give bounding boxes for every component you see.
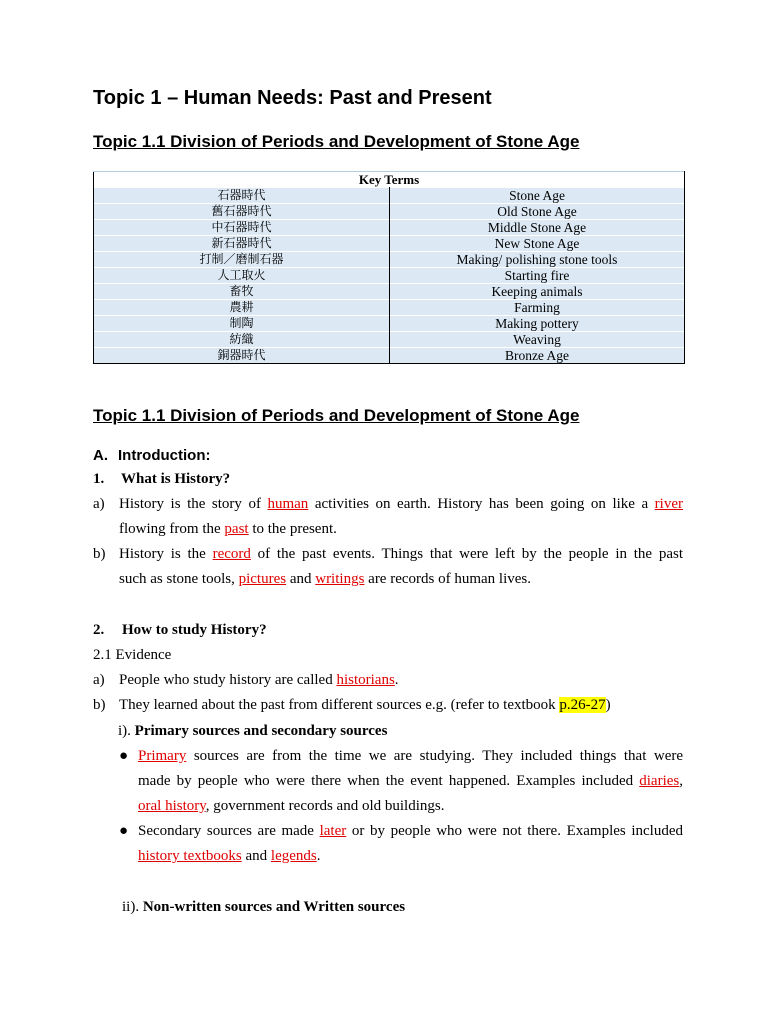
term-chinese: 農耕: [94, 300, 390, 316]
term-english: Middle Stone Age: [390, 220, 685, 236]
bullet-2-line-1: Secondary sources are made later or by people who were not there. Examples included: [138, 823, 684, 839]
bullet-1-line-3: oral history, government records and old buildings.: [138, 798, 445, 814]
table-row: [94, 316, 685, 332]
term-chinese: 打制／磨制石器: [94, 252, 390, 268]
term-chinese: 人工取火: [94, 268, 390, 284]
term-chinese: 制陶: [94, 316, 390, 332]
q2-title: How to study History?: [122, 622, 267, 638]
table-row: [94, 332, 685, 348]
key-terms-table: [93, 171, 685, 364]
section-a-label: A.: [93, 447, 108, 464]
subsection-i: [118, 719, 387, 744]
subsection-ii: [122, 895, 405, 920]
term-english: New Stone Age: [390, 236, 685, 252]
page-title: Topic 1 – Human Needs: Past and Present: [93, 87, 492, 109]
subsection-ii-label: ii).: [122, 899, 140, 915]
q1b-line-1: History is the record of the past events. Things that were left by the people in the past: [119, 546, 683, 562]
q2b-text: They learned about the past from different sources e.g. (refer to textbook p.26-27): [119, 697, 611, 713]
keyword-historians: historians: [336, 672, 395, 688]
table-row: [94, 300, 685, 316]
table-row: [94, 268, 685, 284]
term-english: Keeping animals: [390, 284, 685, 300]
section-a-heading: [93, 447, 210, 464]
evidence-heading: 2.1 Evidence: [93, 647, 172, 663]
q1b-line-2: such as stone tools, pictures and writings are records of human lives.: [119, 571, 532, 587]
table-row: [94, 220, 685, 236]
term-english: Old Stone Age: [390, 204, 685, 220]
q2a-label: a): [93, 672, 105, 688]
term-english: Bronze Age: [390, 348, 685, 364]
q2-number: 2.: [93, 622, 105, 638]
q1a-label: a): [93, 496, 105, 512]
term-chinese: 紡織: [94, 332, 390, 348]
keyword-record: record: [212, 546, 251, 562]
q1-number: 1.: [93, 471, 105, 487]
keyword-pictures: pictures: [238, 571, 287, 587]
term-english: Making pottery: [390, 316, 685, 332]
subsection-i-label: i).: [118, 723, 131, 739]
keyword-diaries: diaries: [639, 773, 680, 789]
term-chinese: 石器時代: [94, 188, 390, 204]
q2b-label: b): [93, 697, 106, 713]
term-english: Weaving: [390, 332, 685, 348]
bullet-icon: ●: [119, 748, 129, 764]
term-chinese: 銅器時代: [94, 348, 390, 364]
q1-title: What is History?: [121, 471, 231, 487]
keyword-legends: legends: [270, 848, 317, 864]
keyword-river: river: [654, 496, 683, 512]
bullet-icon: ●: [119, 823, 129, 839]
keyword-past: past: [224, 521, 249, 537]
q1b-label: b): [93, 546, 106, 562]
keyword-human: human: [267, 496, 309, 512]
table-row: [94, 348, 685, 364]
q1a-line-2: flowing from the past to the present.: [119, 521, 337, 537]
q1a-line-1: History is the story of human activities on earth. History has been going on like a river: [119, 496, 683, 512]
textbook-page-highlight: p.26-27: [559, 697, 606, 713]
term-english: Farming: [390, 300, 685, 316]
term-english: Starting fire: [390, 268, 685, 284]
table-row: [94, 188, 685, 204]
term-english: Making/ polishing stone tools: [390, 252, 685, 268]
keyword-writings: writings: [315, 571, 365, 587]
bullet-2-line-2: history textbooks and legends.: [138, 848, 321, 864]
key-terms-header: Key Terms: [94, 172, 685, 188]
table-row: [94, 284, 685, 300]
term-chinese: 新石器時代: [94, 236, 390, 252]
keyword-history-textbooks: history textbooks: [138, 848, 242, 864]
term-english: Stone Age: [390, 188, 685, 204]
table-row: [94, 204, 685, 220]
bullet-1-line-2: made by people who were there when the event happened. Examples included diaries,: [138, 773, 683, 789]
subsection-ii-title: Non-written sources and Written sources: [142, 899, 406, 915]
term-chinese: 畜牧: [94, 284, 390, 300]
term-chinese: 舊石器時代: [94, 204, 390, 220]
section-a-title: Introduction:: [118, 447, 211, 464]
table-row: [94, 236, 685, 252]
keyword-primary: Primary: [138, 748, 187, 764]
table-row: [94, 252, 685, 268]
bullet-1-line-1: Primary sources are from the time we are studying. They included things that were: [138, 748, 683, 764]
section-heading-2: Topic 1.1 Division of Periods and Development of Stone Age: [93, 406, 580, 425]
section-heading-1: Topic 1.1 Division of Periods and Development of Stone Age: [93, 132, 580, 151]
q2a-text: People who study history are called historians.: [119, 672, 399, 688]
keyword-oral-history: oral history: [138, 798, 206, 814]
keyword-later: later: [319, 823, 347, 839]
term-chinese: 中石器時代: [94, 220, 390, 236]
subsection-i-title: Primary sources and secondary sources: [134, 723, 388, 739]
